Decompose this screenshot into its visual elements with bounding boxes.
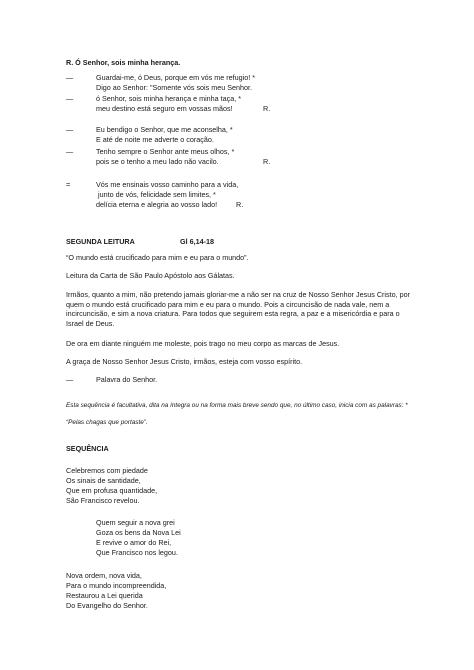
reading-paragraph: De ora em diante ninguém me moleste, pois trago no meu corpo as marcas de Jesus. — [66, 339, 340, 348]
sequence-line: Quem seguir a nova grei — [96, 518, 175, 527]
sequence-note-quote: “Pelas chagas que portaste”. — [66, 419, 148, 426]
sequence-line: Que em profusa quantidade, — [66, 486, 158, 495]
verse-line: Vós me ensinais vosso caminho para a vida, — [96, 180, 239, 189]
response-marker: R. — [236, 200, 244, 209]
verse-line: Tenho sempre o Senhor ante meus olhos, * — [96, 147, 235, 156]
verse-line: meu destino está seguro em vossas mãos! — [96, 104, 233, 113]
sequence-heading: SEQUÊNCIA — [66, 444, 109, 453]
sequence-note: Esta sequência é facultativa, dita na íntegra ou na forma mais breve sendo que, no último caso, inicia com as palavras: * — [66, 402, 408, 409]
verse-line: junto de vós, felicidade sem limites, * — [98, 190, 216, 199]
sequence-line: Os sinais de santidade, — [66, 476, 141, 485]
reading-closing: Palavra do Senhor. — [96, 375, 158, 384]
verse-marker: — — [66, 147, 74, 156]
verse-line: Digo ao Senhor: "Somente vós sois meu Senhor. — [96, 83, 252, 92]
reading-intro: Leitura da Carta de São Paulo Apóstolo aos Gálatas. — [66, 271, 235, 280]
verse-marker: — — [66, 94, 74, 103]
reading-paragraph: A graça de Nosso Senhor Jesus Cristo, irmãos, esteja com vosso espírito. — [66, 357, 303, 366]
verse-marker: = — [66, 180, 71, 189]
response-marker: R. — [263, 104, 271, 113]
sequence-line: Que Francisco nos legou. — [96, 548, 178, 557]
verse-line: delícia eterna e alegria ao vosso lado! — [96, 200, 218, 209]
sequence-line: Para o mundo incompreendida, — [66, 581, 167, 590]
reading-quote: “O mundo está crucificado para mim e eu para o mundo”. — [66, 253, 249, 262]
psalm-refrain: R. Ó Senhor, sois minha herança. — [66, 58, 181, 67]
sequence-line: Nova ordem, nova vida, — [66, 571, 142, 580]
sequence-line: E revive o amor do Rei, — [96, 538, 172, 547]
reading-paragraph: Irmãos, quanto a mim, não pretendo jamais gloriar-me a não ser na cruz de Nosso Senhor Jesus Cristo, por quem o mundo está crucificado para mim e eu para o mundo. Pois a circuncisão de nada vale, nem a incircuncisão, e sim a nova criatura. Para todos que seguirem esta regra, a paz e a misericórdia e para o Israel de Deus. — [66, 290, 410, 328]
reading-heading: SEGUNDA LEITURA — [66, 237, 135, 246]
verse-marker: — — [66, 73, 74, 82]
sequence-line: Celebremos com piedade — [66, 466, 148, 475]
sequence-line: Goza os bens da Nova Lei — [96, 528, 181, 537]
sequence-line: Restaurou a Lei querida — [66, 591, 143, 600]
response-marker: R. — [263, 157, 271, 166]
verse-line: E até de noite me adverte o coração. — [96, 135, 214, 144]
verse-line: ó Senhor, sois minha herança e minha taça, * — [96, 94, 242, 103]
verse-line: Guardai-me, ó Deus, porque em vós me refugio! * — [96, 73, 255, 82]
closing-marker: — — [66, 375, 74, 384]
reading-reference: Gl 6,14-18 — [180, 237, 214, 246]
sequence-line: São Francisco revelou. — [66, 496, 140, 505]
sequence-line: Do Evangelho do Senhor. — [66, 601, 148, 610]
verse-line: pois se o tenho a meu lado não vacilo. — [96, 157, 219, 166]
verse-marker: — — [66, 125, 74, 134]
verse-line: Eu bendigo o Senhor, que me aconselha, * — [96, 125, 233, 134]
